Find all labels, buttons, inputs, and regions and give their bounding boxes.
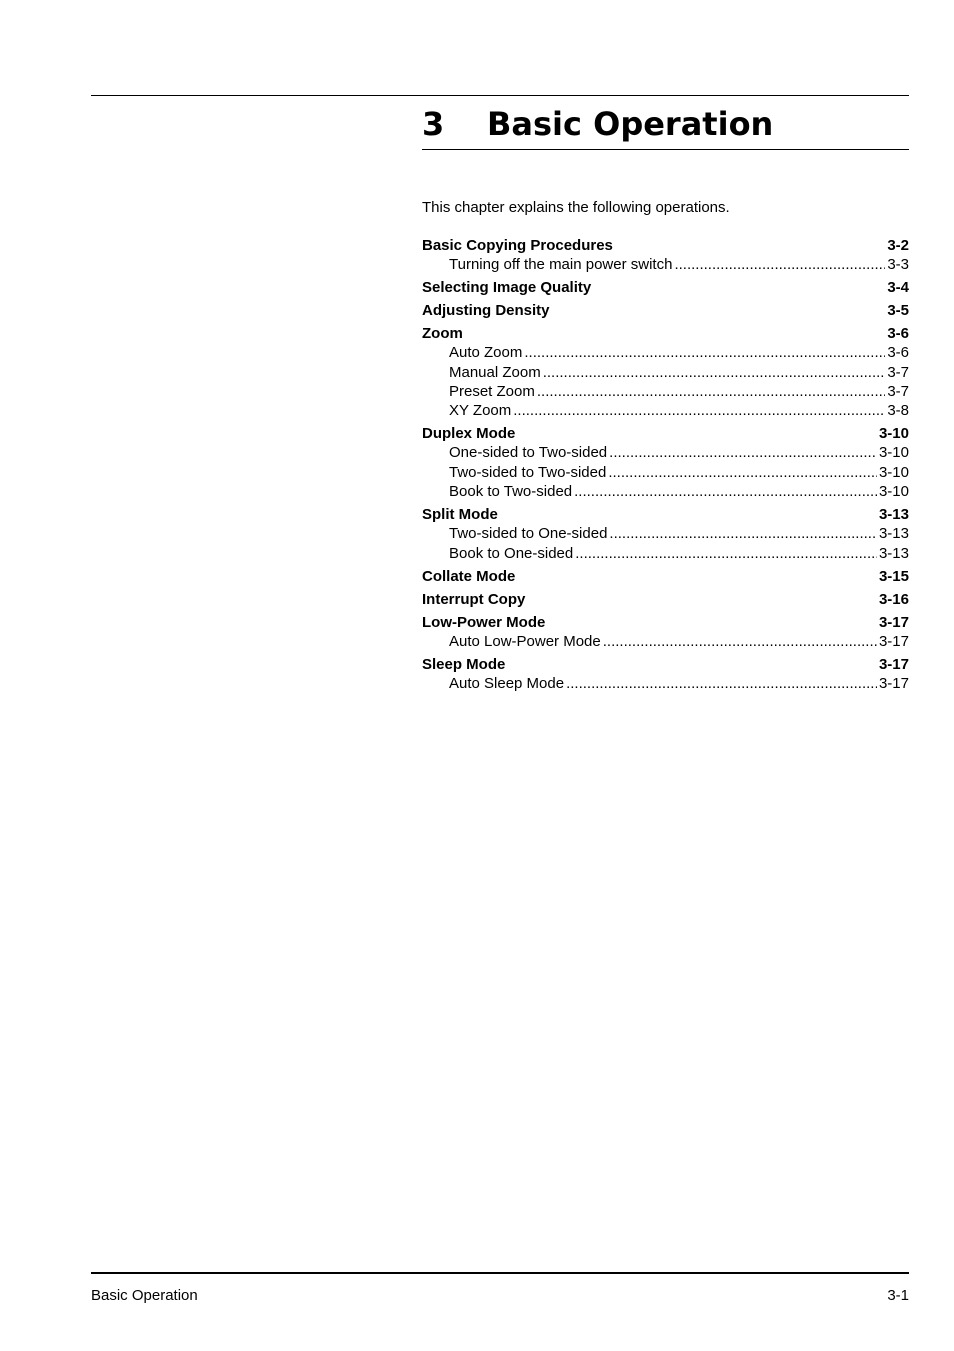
toc-section[interactable]	[422, 613, 909, 632]
toc-entry[interactable]	[422, 632, 909, 651]
toc-section-page: 3-4	[887, 279, 909, 297]
toc-entry-title: One-sided to Two-sided	[449, 444, 608, 462]
toc-section-title: Low-Power Mode	[422, 613, 546, 631]
toc-entry[interactable]	[422, 524, 909, 543]
toc-entry[interactable]	[422, 544, 909, 563]
dot-leader	[674, 255, 885, 274]
toc-entry-title: Book to Two-sided	[449, 483, 573, 501]
dot-leader	[543, 363, 886, 382]
footer-rule	[91, 1272, 909, 1274]
toc-section-page: 3-10	[878, 425, 909, 443]
table-of-contents	[422, 236, 909, 694]
toc-entry-title: Book to One-sided	[449, 544, 574, 562]
toc-section[interactable]	[422, 505, 909, 524]
chapter-title: Basic Operation	[487, 105, 774, 143]
toc-entry[interactable]	[422, 463, 909, 482]
toc-entry[interactable]	[422, 343, 909, 362]
dot-leader	[513, 401, 885, 420]
toc-section[interactable]	[422, 424, 909, 443]
toc-section[interactable]	[422, 278, 909, 297]
footer-page-number: 3-1	[887, 1287, 909, 1304]
toc-section-page: 3-13	[878, 506, 909, 524]
chapter-number: 3	[422, 105, 445, 143]
toc-entry[interactable]	[422, 255, 909, 274]
toc-entry-title: Auto Sleep Mode	[449, 675, 565, 693]
dot-leader	[609, 524, 877, 543]
toc-entry[interactable]	[422, 482, 909, 501]
toc-entry-title: Auto Low-Power Mode	[449, 632, 601, 650]
toc-section-title: Duplex Mode	[422, 425, 516, 443]
toc-entry-title: XY Zoom	[449, 402, 512, 420]
toc-entry[interactable]	[422, 401, 909, 420]
toc-entry-page: 3-8	[887, 402, 909, 420]
intro-text: This chapter explains the following operations.	[422, 199, 730, 216]
toc-entry-title: Two-sided to Two-sided	[449, 463, 607, 481]
toc-entry-page: 3-10	[878, 463, 909, 481]
toc-entry[interactable]	[422, 443, 909, 462]
toc-entry-page: 3-17	[878, 632, 909, 650]
toc-section-page: 3-17	[878, 656, 909, 674]
chapter-heading	[422, 104, 909, 148]
dot-leader	[537, 382, 885, 401]
toc-section-page: 3-15	[878, 567, 909, 585]
toc-section[interactable]	[422, 655, 909, 674]
toc-entry-title: Two-sided to One-sided	[449, 525, 608, 543]
dot-leader	[566, 674, 877, 693]
toc-entry-page: 3-7	[887, 382, 909, 400]
heading-rule	[422, 149, 909, 150]
toc-entry-page: 3-7	[887, 363, 909, 381]
dot-leader	[609, 443, 877, 462]
toc-section[interactable]	[422, 324, 909, 343]
dot-leader	[574, 482, 877, 501]
toc-entry-title: Manual Zoom	[449, 363, 541, 381]
toc-entry[interactable]	[422, 363, 909, 382]
dot-leader	[603, 632, 877, 651]
toc-entry[interactable]	[422, 674, 909, 693]
toc-section-title: Adjusting Density	[422, 302, 550, 320]
toc-section-title: Collate Mode	[422, 567, 516, 585]
top-rule	[91, 95, 909, 96]
toc-section-title: Zoom	[422, 325, 463, 343]
toc-section-page: 3-16	[878, 590, 909, 608]
toc-entry-page: 3-10	[878, 483, 909, 501]
toc-entry[interactable]	[422, 382, 909, 401]
toc-section-page: 3-6	[887, 325, 909, 343]
toc-entry-page: 3-13	[878, 525, 909, 543]
toc-entry-title: Auto Zoom	[449, 344, 523, 362]
toc-section[interactable]	[422, 590, 909, 609]
toc-section-page: 3-5	[887, 302, 909, 320]
dot-leader	[575, 544, 877, 563]
footer-title: Basic Operation	[91, 1287, 198, 1304]
toc-entry-title: Turning off the main power switch	[449, 256, 673, 273]
toc-section[interactable]	[422, 567, 909, 586]
toc-section-title: Split Mode	[422, 506, 498, 524]
toc-entry-page: 3-3	[887, 256, 909, 273]
toc-entry-page: 3-10	[878, 444, 909, 462]
toc-section[interactable]	[422, 301, 909, 320]
toc-section[interactable]	[422, 236, 909, 255]
toc-entry-page: 3-6	[887, 344, 909, 362]
toc-entry-title: Preset Zoom	[449, 382, 535, 400]
dot-leader	[524, 343, 885, 362]
toc-section-title: Interrupt Copy	[422, 590, 526, 608]
dot-leader	[608, 463, 877, 482]
toc-section-title: Sleep Mode	[422, 656, 506, 674]
toc-entry-page: 3-17	[878, 675, 909, 693]
toc-entry-page: 3-13	[878, 544, 909, 562]
toc-section-page: 3-2	[887, 237, 909, 254]
toc-section-page: 3-17	[878, 613, 909, 631]
toc-section-title: Selecting Image Quality	[422, 279, 592, 297]
toc-section-title: Basic Copying Procedures	[422, 237, 613, 254]
